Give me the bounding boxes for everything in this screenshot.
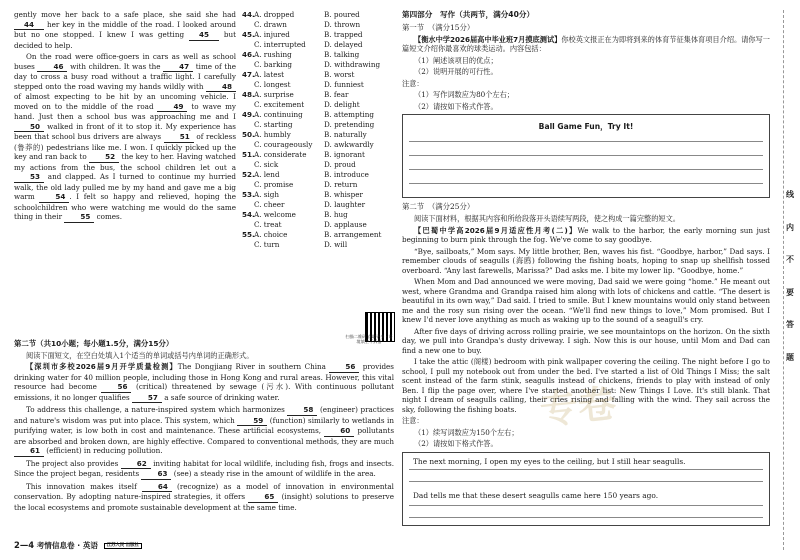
passage-text: (function) similarly to wetlands in purifying water, is low both in cost and maintenance. These artificial ecosystems, (14, 415, 394, 436)
option-row (242, 180, 394, 190)
passage-text: of reckless (鲁莽的) pedestrians like me. I won. I quickly picked up the key and ran back to (14, 132, 237, 161)
option-row (242, 220, 394, 230)
option-b[interactable]: B. arrangement (324, 230, 382, 239)
instruction-text: 阅读下面短文，在空白处填入1个适当的单词或括号内单词的正确形式。 (26, 350, 254, 360)
sidebar-char: 内 (786, 222, 794, 232)
option-a[interactable]: A. rushing (254, 50, 292, 59)
option-d[interactable]: D. proud (324, 159, 356, 169)
grammar-paragraphs (14, 362, 394, 512)
sec1-point-2: （2）说明开展的可行性。 (414, 67, 498, 77)
sec2-note-2: （2）请按如下格式作答。 (414, 439, 498, 449)
cloze-options (242, 10, 394, 250)
option-d[interactable]: D. thrown (324, 19, 361, 29)
spacer (242, 20, 254, 30)
passage-text: the key to her. Having watched my actions from the bus, the school children let out a (14, 152, 236, 172)
option-row (242, 140, 394, 150)
writing-line (409, 141, 763, 142)
passage-text: walked in front of it to stop it. My experience has been that school bus drivers are always (14, 121, 236, 141)
question-number: 44. (242, 10, 255, 19)
sidebar-char: 题 (786, 352, 794, 362)
answer-blank[interactable]: 61 (14, 446, 44, 457)
answer-box-2[interactable] (402, 452, 770, 526)
box1-title: Ball Game Fun，Try It! (538, 122, 634, 132)
spacer (242, 240, 254, 250)
option-b[interactable]: B. talking (324, 50, 360, 59)
option-a[interactable]: A. latest (254, 70, 285, 79)
sec1-source: 【衡水中学2026届高中毕业班7月摸底测试】 (414, 34, 562, 44)
writing-line (409, 155, 763, 156)
option-d[interactable]: D. applause (324, 219, 367, 229)
option-row (242, 150, 394, 160)
option-b[interactable]: B. ignorant (324, 150, 365, 159)
answer-blank[interactable]: 46 (37, 62, 67, 73)
question-number: 47. (242, 70, 255, 79)
story-paragraph (402, 357, 770, 414)
option-d[interactable]: D. awkwardly (324, 139, 374, 149)
sidebar-char: 要 (786, 287, 794, 297)
option-row (242, 60, 394, 70)
option-b[interactable]: B. introduce (324, 170, 369, 179)
passage-text: The Dongjiang River in southern China (177, 362, 330, 372)
option-row (242, 210, 394, 220)
story-text: We walk to the harbor, the early morning sun just beginning to burn pink through the fog. We've come to say goodbye. (402, 225, 770, 245)
passage-text: (see) a steady rise in the amount of wildlife in the area. (171, 469, 376, 479)
writing-line (409, 517, 763, 518)
answer-box-1[interactable] (402, 114, 770, 198)
section2-heading: 第二节（共10小题；每小题1.5分，满分15分） (14, 339, 174, 348)
option-row (242, 70, 394, 80)
passage-text: but decided to help. (14, 30, 237, 50)
option-c[interactable]: C. drawn (254, 19, 287, 29)
passage-text: (engineer) practices and nature's wisdom was put into place. This system, which (14, 405, 394, 425)
option-row (242, 120, 394, 130)
answer-blank[interactable]: 63 (141, 469, 171, 480)
option-a[interactable]: A. choice (254, 230, 288, 239)
passage-text: provides drinking water for 40 million people, including those in Hong Kong and rural areas. However, this vital resource had become (14, 362, 394, 392)
question-number: 45. (242, 30, 255, 39)
passage-text: to wave my hand. Just then a school bus was approaching me and I (14, 101, 236, 121)
option-row (242, 240, 394, 250)
grammar-paragraph (14, 459, 394, 480)
sec1-note-1: （1）写作词数应为80个左右； (414, 90, 514, 100)
option-c[interactable]: C. barking (254, 59, 293, 69)
passage-text: To address this challenge, a nature-inspired system which harmonizes (26, 405, 288, 415)
passage-text: The project also provides (26, 458, 121, 468)
answer-blank[interactable]: 58 (287, 405, 317, 416)
part4-title: 第四部分 写作（共两节，满分40分） (402, 10, 535, 19)
spacer (242, 80, 254, 90)
option-c[interactable]: C. treat (254, 219, 282, 229)
sec1-note-2: （2）请按如下格式作答。 (414, 101, 498, 111)
section2-instruction (14, 351, 394, 361)
story-paragraph (402, 247, 770, 276)
publisher-logo: 江苏人民 出版社 (104, 543, 142, 550)
story-text: “Bye, sailboats,” Mom says. My little brother, Ben, waves his fist. “Goodbye, harbor,” Dad says. I remember clouds of seagulls (海鸥) following the fishing boats, hoping to snap up shellfish tossed overboard. “Any last farewells, Marissa?” Dad asks me. I bite my lower lip. “Goodbye, home.” (402, 246, 770, 275)
spacer (242, 120, 254, 130)
passage-text: with children. It was the (67, 61, 164, 71)
passage-text: (critical) threatened by sewage (污水). With continuous pollutant emissions, it no longer qualifies (14, 382, 394, 402)
spacer (242, 40, 254, 50)
option-row (242, 130, 394, 140)
story-paragraph (402, 277, 770, 325)
spacer (242, 60, 254, 70)
question-number: 46. (242, 50, 255, 59)
option-c[interactable]: C. longest (254, 79, 291, 89)
option-row (242, 200, 394, 210)
answer-blank[interactable]: 56 (101, 382, 131, 393)
passage-text: (efficient) in reducing pollution. (44, 446, 163, 456)
sec2-source: 【巴蜀中学高2026届9月适应性月考(二)】 (414, 225, 578, 235)
story-paragraph (402, 327, 770, 356)
qr-caption: 扫描二维码 获取更多 · 语境填空不拆搭 (345, 334, 393, 345)
sec2-notes-label: 注意： (402, 416, 424, 426)
passage-text: . I felt so happy and relieved, hoping the schoolchildren who were watching me would do the same thing in their (14, 192, 236, 221)
option-b[interactable]: B. naturally (324, 130, 367, 139)
option-a[interactable]: A. sigh (254, 190, 279, 199)
option-b[interactable]: B. trapped (324, 30, 363, 39)
writing-line (409, 469, 763, 470)
sec1-prompt-text: 你校英文报正在为即将到来的体育节征集体育项目介绍。请你写一篇短文介绍你最喜欢的球类运动。内容包括： (402, 34, 770, 54)
grammar-paragraph (14, 362, 394, 403)
option-d[interactable]: D. laughter (324, 199, 366, 209)
sec1-point-1: （1）阐述该项目的优点； (414, 55, 498, 65)
question-number: 50. (242, 130, 255, 139)
option-c[interactable]: C. starting (254, 119, 293, 129)
story-text: After five days of driving across rolling prairie, we see mountaintops on the horizon. On the sixth day, we pull into Grandpa's dusty driveway. I sigh. Now this is our house, until Mom and Dad can find a new one to buy. (402, 326, 770, 355)
answer-blank[interactable]: 59 (237, 416, 267, 427)
option-d[interactable]: D. pretending (324, 119, 375, 129)
watermark-seal: 专卷 (537, 380, 619, 433)
passage-text: pollutants are absorbed and broken down, are highly effective. Compared to conventional methods, they are much (14, 426, 395, 446)
option-c[interactable]: C. interrupted (254, 39, 306, 49)
answer-blank[interactable]: 47 (163, 62, 193, 73)
option-row (242, 90, 394, 100)
option-row (242, 30, 394, 40)
page-number: 2—4 (14, 540, 35, 550)
passage-text: (insight) solutions to preserve the local ecosystems and promote sustainable development at the same time. (14, 492, 394, 512)
option-c[interactable]: C. promise (254, 179, 294, 189)
answer-blank[interactable]: 49 (157, 102, 187, 113)
story-text: When Mom and Dad announced we were moving, Dad said we were going “home.” He meant out west, where Grandma and Grandpa raised him along with lots of chickens and cattle. “The desert is beautiful in its own way,” Dad said. I tried to smile. But I knew mountains would only stand between me and the rosy sun rising over the ocean. “We'll find new things to love,” Mom promised. But I knew I'd never love anything as much as waking up to the sound of a seagull's cry. (402, 277, 770, 325)
answer-blank[interactable]: 57 (132, 393, 162, 404)
answer-blank[interactable]: 52 (89, 152, 119, 163)
story-paragraph (402, 226, 770, 245)
sec2-instruction: 阅读下面材料，根据其内容和所给段落开头语续写两段，使之构成一篇完整的短文。 (414, 214, 680, 224)
writing-section (402, 10, 770, 530)
grammar-paragraph (14, 405, 394, 457)
answer-blank[interactable]: 45 (189, 30, 219, 41)
option-c[interactable]: C. cheer (254, 199, 285, 209)
option-a[interactable]: A. lend (254, 170, 280, 179)
sec1-prompt (402, 35, 770, 54)
passage-text: gently move her back to a safe place, she said she had (14, 10, 236, 19)
box2-line-2: Dad tells me that these desert seagulls came here 150 years ago. (413, 490, 659, 500)
writing-line (409, 183, 763, 184)
option-a[interactable]: A. welcome (254, 210, 296, 219)
answer-blank[interactable]: 60 (324, 426, 354, 437)
option-c[interactable]: C. excitement (254, 99, 305, 109)
question-number: 55. (242, 230, 255, 239)
option-b[interactable]: B. worst (324, 70, 355, 79)
option-c[interactable]: C. sick (254, 159, 279, 169)
option-row (242, 110, 394, 120)
option-d[interactable]: D. delight (324, 99, 360, 109)
grammar-paragraph (14, 482, 394, 513)
passage-text: inviting habitat for local wildlife, including fish, frogs and insects. Since the project began, residents (14, 458, 395, 479)
option-row (242, 190, 394, 200)
answer-blank[interactable]: 56 (329, 362, 359, 373)
spacer (242, 180, 254, 190)
passage-text: her key in the middle of the road. I looked around but no one stopped. I knew I was getting (14, 19, 236, 39)
answer-blank[interactable]: 48 (206, 82, 236, 93)
answer-blank[interactable]: 65 (248, 492, 278, 503)
option-row (242, 170, 394, 180)
option-row (242, 10, 394, 20)
option-a[interactable]: A. continuing (254, 110, 303, 119)
sec2-note-1: （1）续写词数应为150个左右； (414, 427, 519, 437)
sidebar-char: 不 (786, 255, 794, 265)
option-b[interactable]: B. poured (324, 10, 360, 19)
option-d[interactable]: D. delayed (324, 39, 363, 49)
question-number: 52. (242, 170, 255, 179)
option-row (242, 80, 394, 90)
passage-text: a safe source of drinking water. (161, 392, 280, 402)
passage-text: On the road were office-goers in cars as well as school buses (14, 52, 236, 71)
answer-blank[interactable]: 50 (14, 122, 44, 133)
spacer (242, 140, 254, 150)
answer-blank[interactable]: 53 (14, 172, 44, 183)
sec1-heading: 第一节 （满分15分） (402, 23, 475, 33)
option-b[interactable]: B. fear (324, 90, 349, 99)
sec2-heading: 第二节 （满分25分） (402, 202, 475, 212)
option-row (242, 40, 394, 50)
answer-blank[interactable]: 51 (164, 132, 194, 143)
passage-text: comes. (94, 212, 123, 221)
spacer (242, 200, 254, 210)
passage-text: and clapped. As I turned to continue my hurried walk, the old lady pulled me by my hand and gave me a big warm (14, 172, 236, 201)
passage-paragraph (14, 52, 236, 223)
answer-blank[interactable]: 62 (121, 459, 151, 470)
option-c[interactable]: C. turn (254, 239, 280, 249)
grammar-fill-section (14, 336, 394, 514)
option-d[interactable]: D. will (324, 239, 348, 249)
option-a[interactable]: A. injured (254, 30, 290, 39)
answer-blank[interactable]: 64 (142, 482, 172, 493)
sidebar-char: 线 (786, 190, 794, 199)
writing-line (409, 505, 763, 506)
spacer (242, 160, 254, 170)
option-row (242, 230, 394, 240)
answer-blank[interactable]: 44 (14, 20, 44, 31)
option-row (242, 50, 394, 60)
footer-title: 考情信息卷 · 英语 (36, 541, 99, 550)
option-d[interactable]: D. withdrawing (324, 59, 381, 69)
page-footer (14, 540, 142, 551)
option-row (242, 20, 394, 30)
question-number: 51. (242, 150, 255, 159)
option-b[interactable]: B. attempting (324, 110, 375, 119)
writing-line (409, 169, 763, 170)
option-c[interactable]: C. courageously (254, 139, 313, 149)
sidebar-char: 答 (786, 320, 794, 330)
option-b[interactable]: B. whisper (324, 190, 363, 199)
sec1-notes-label: 注意： (402, 78, 424, 88)
question-number: 49. (242, 110, 255, 119)
option-b[interactable]: B. hug (324, 210, 348, 219)
passage-paragraph (14, 10, 236, 50)
sidebar-warning (784, 190, 796, 385)
question-number: 53. (242, 190, 255, 199)
passage-text: time of the day to cross a busy road without a traffic light. I carefully stepped onto the road waving my hands wildly with (14, 61, 236, 91)
question-number: 48. (242, 90, 255, 99)
question-number: 54. (242, 210, 255, 219)
story-passage (402, 226, 770, 415)
spacer (242, 220, 254, 230)
option-row (242, 160, 394, 170)
option-d[interactable]: D. funniest (324, 79, 364, 89)
spacer (242, 100, 254, 110)
passage-text: This innovation makes itself (26, 481, 142, 491)
option-d[interactable]: D. return (324, 179, 358, 189)
option-a[interactable]: A. dropped (254, 10, 295, 19)
section2-source: 【深圳市多校2026届9月开学质量检测】 (26, 362, 178, 372)
passage-text: (recognize) as a model of innovation in environmental conservation. By adopting nature-inspired strategies, it offers (14, 481, 394, 502)
answer-blank[interactable]: 55 (64, 212, 94, 223)
option-a[interactable]: A. humbly (254, 130, 291, 139)
cloze-passage (14, 10, 236, 225)
passage-text: of almost expecting to be hit by an uncoming vehicle. I moved on to the middle of the road (14, 92, 236, 111)
option-row (242, 100, 394, 110)
option-a[interactable]: A. surprise (254, 90, 294, 99)
option-a[interactable]: A. considerate (254, 150, 307, 159)
writing-line (409, 481, 763, 482)
box2-line-1: The next morning, I open my eyes to the ceiling, but I still hear seagulls. (413, 456, 686, 466)
answer-blank[interactable]: 54 (39, 192, 69, 203)
story-text: I take the attic (阁楼) bedroom with pink wallpaper covering the ceiling. The night before I go to school, I pull my notebook out from under the bed. I've started a list of Old Things I Miss; the salt scent instead of the farm stink, seagulls instead of chickens, friends to play with instead of only Ben. I flip the page over, where I've started another list: New Things I Love. It's still blank. That night I dream of seagulls calling, their cries rising and falling with the wind. They sail across the sky, following the fishing boats. (402, 357, 770, 414)
